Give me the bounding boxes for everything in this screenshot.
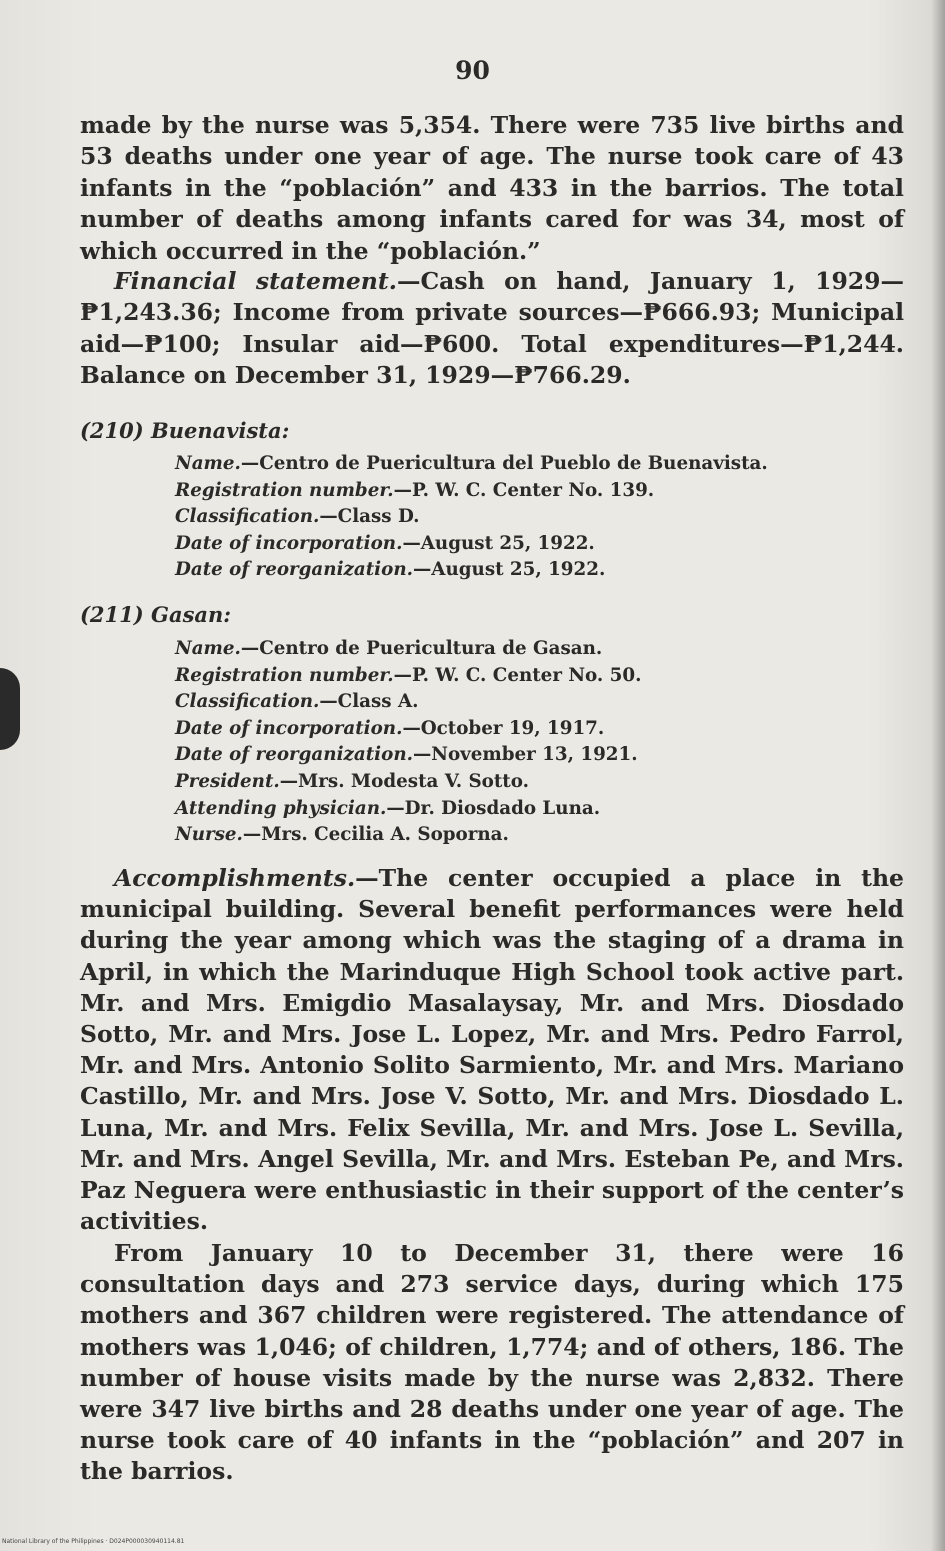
entry-label: President. [175, 770, 280, 792]
page-edge-shadow [931, 0, 945, 1551]
section-heading-buenavista [80, 418, 289, 443]
entry-item [175, 769, 641, 796]
financial-statement-text: —Cash on hand, January 1, 1929—₱1,243.36; Income from private sources—₱666.93; Municipal aid—₱100; Insular aid—₱600. Total expenditures—₱1,244. Balance on December 31, 1929—₱766.29. [80, 267, 904, 390]
entry-value: —P. W. C. Center No. 50. [393, 664, 642, 686]
entry-item [175, 689, 641, 716]
paragraph-accomplishments [80, 863, 904, 1237]
entry-list-gasan [175, 636, 641, 849]
section-number: (211) [80, 602, 144, 627]
library-footer: National Library of the Philippines · D024P000030940114.81 [2, 1538, 185, 1545]
entry-item [175, 451, 768, 478]
entry-value: —Centro de Puericultura de Gasan. [240, 638, 603, 659]
entry-label: Date of reorganization. [175, 559, 413, 581]
financial-statement-label: Financial statement. [114, 267, 397, 295]
entry-value: —August 25, 1922. [402, 532, 595, 554]
entry-value: —Dr. Diosdado Luna. [386, 797, 601, 819]
entry-value: —Mrs. Cecilia A. Soporna. [242, 824, 509, 846]
entry-label: Classification. [175, 506, 320, 528]
section-heading-gasan [80, 602, 231, 627]
entry-value: —Mrs. Modesta V. Sotto. [279, 770, 529, 792]
entry-item [175, 478, 768, 505]
entry-item [175, 663, 641, 690]
entry-value: —November 13, 1921. [412, 744, 638, 766]
entry-item [175, 504, 768, 531]
entry-label: Date of incorporation. [175, 532, 403, 554]
entry-label: Date of incorporation. [175, 717, 403, 739]
entry-value: —Class A. [319, 691, 419, 713]
entry-label: Date of reorganization. [175, 744, 413, 766]
entry-value: —P. W. C. Center No. 139. [393, 479, 655, 501]
binding-hole-mark [0, 668, 20, 750]
entry-label: Registration number. [175, 664, 394, 686]
entry-label: Nurse. [175, 824, 243, 846]
entry-label: Attending physician. [175, 797, 387, 819]
entry-value: —October 19, 1917. [402, 717, 605, 739]
paragraph-financial-statement [80, 266, 904, 392]
page-number: 90 [455, 56, 490, 85]
paragraph-nurse-visits: made by the nurse was 5,354. There were 735 live births and 53 deaths under one year of age. The nurse took care of 43 infants in the “población” and 433 in the barrios. The total number of deaths among infants cared for was 34, most of which occurred in the “población.” [80, 111, 904, 265]
entry-item [175, 796, 641, 823]
section-place: Buenavista: [151, 418, 290, 443]
entry-item [175, 716, 641, 743]
entry-item [175, 742, 641, 769]
entry-item [175, 557, 768, 584]
entry-item [175, 636, 641, 663]
entry-label: Name. [175, 453, 241, 474]
accomplishments-label: Accomplishments. [114, 864, 356, 892]
entry-label: Registration number. [175, 479, 394, 501]
entry-label: Name. [175, 638, 241, 659]
entry-item [175, 531, 768, 558]
entry-value: —Centro de Puericultura del Pueblo de Buenavista. [240, 453, 768, 474]
entry-label: Classification. [175, 691, 320, 713]
entry-item [175, 822, 641, 849]
section-number: (210) [80, 418, 144, 443]
entry-value: —August 25, 1922. [412, 559, 606, 581]
entry-list-buenavista [175, 451, 768, 584]
section-place: Gasan: [151, 602, 232, 627]
paragraph-consultation-stats: From January 10 to December 31, there were 16 consultation days and 273 service days, during which 175 mothers and 367 children were registered. The attendance of mothers was 1,046; of children, 1,774; and of others, 186. The number of house visits made by the nurse was 2,832. There were 347 live births and 28 deaths under one year of age. The nurse took care of 40 infants in the “población” and 207 in the barrios. [80, 1239, 904, 1486]
accomplishments-text: —The center occupied a place in the municipal building. Several benefit performances were held during the year among which was the staging of a drama in April, in which the Marinduque High School took active part. Mr. and Mrs. Emigdio Masalaysay, Mr. and Mrs. Diosdado Sotto, Mr. and Mrs. Jose L. Lopez, Mr. and Mrs. Pedro Farrol, Mr. and Mrs. Antonio Solito Sarmiento, Mr. and Mrs. Mariano Castillo, Mr. and Mrs. Jose V. Sotto, Mr. and Mrs. Diosdado L. Luna, Mr. and Mrs. Felix Sevilla, Mr. and Mrs. Jose L. Sevilla, Mr. and Mrs. Angel Sevilla, Mr. and Mrs. Esteban Pe, and Mrs. Paz Neguera were enthusiastic in their support of the center’s activities. [80, 864, 904, 1236]
entry-value: —Class D. [319, 506, 420, 528]
